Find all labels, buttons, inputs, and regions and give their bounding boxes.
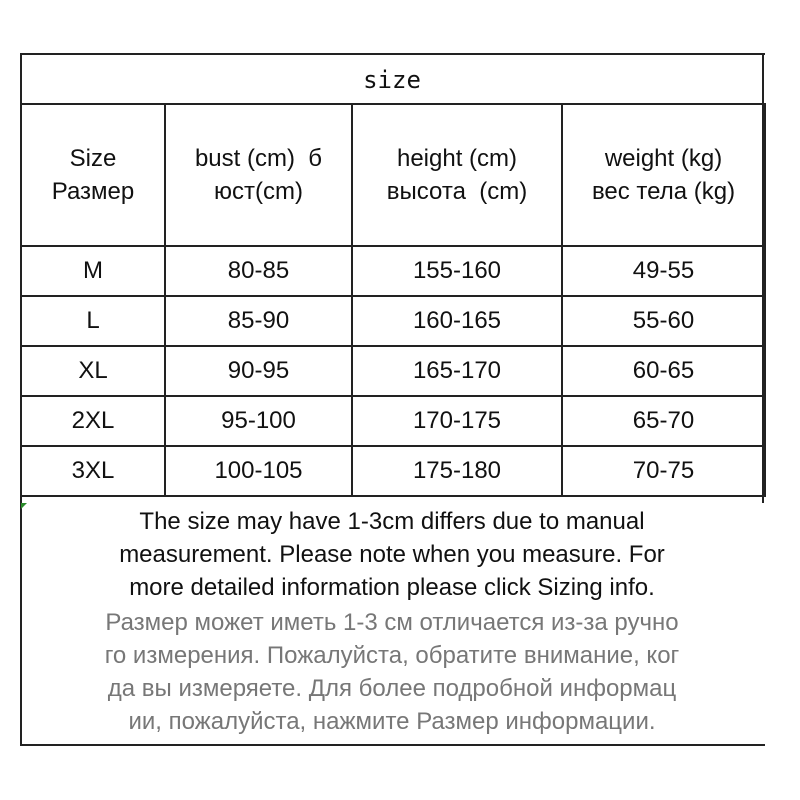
table-row: [21, 346, 765, 396]
header-weight-en: weight (kg): [604, 145, 723, 172]
cell-size: XL: [21, 346, 165, 396]
cell-bust: 80-85: [165, 246, 352, 296]
cell-weight: 65-70: [562, 396, 765, 446]
table-row: [21, 296, 765, 346]
header-height-en: height (cm): [396, 145, 518, 172]
cell-bust: 100-105: [165, 446, 352, 496]
table-row: [21, 446, 765, 496]
cell-size: M: [21, 246, 165, 296]
header-height: [352, 104, 562, 246]
table-row: [21, 246, 765, 296]
cell-bust: 85-90: [165, 296, 352, 346]
cell-size: 2XL: [21, 396, 165, 446]
cell-height: 170-175: [352, 396, 562, 446]
cell-bust: 95-100: [165, 396, 352, 446]
size-chart-table: [20, 103, 766, 497]
cell-bust: 90-95: [165, 346, 352, 396]
cell-weight: 55-60: [562, 296, 765, 346]
cell-weight: 60-65: [562, 346, 765, 396]
cell-height: 155-160: [352, 246, 562, 296]
cell-size: 3XL: [21, 446, 165, 496]
header-weight-ru: вес тела (kg): [591, 178, 736, 205]
cell-weight: 70-75: [562, 446, 765, 496]
header-bust-line1: bust (cm) б: [194, 145, 323, 172]
size-chart-title: size: [363, 65, 421, 94]
table-border-bottom: [20, 744, 765, 746]
note-ru-line: Размер может иметь 1-3 см отличается из-за ручно: [105, 609, 679, 636]
header-size-ru: Размер: [51, 178, 135, 205]
note-ru-line: да вы измеряете. Для более подробной информац: [107, 675, 677, 702]
note-ru-line: ии, пожалуйста, нажмите Размер информации.: [128, 708, 656, 735]
cell-height: 165-170: [352, 346, 562, 396]
header-size: [21, 104, 165, 246]
cell-height: 175-180: [352, 446, 562, 496]
measurement-note-russian: [22, 606, 762, 738]
table-row: [21, 396, 765, 446]
cell-weight: 49-55: [562, 246, 765, 296]
header-weight: [562, 104, 765, 246]
measurement-note-english: [22, 505, 762, 604]
cell-size: L: [21, 296, 165, 346]
header-row: [21, 104, 765, 246]
header-bust-line2: юст(cm): [214, 178, 303, 205]
note-en-line: measurement. Please note when you measure. For: [119, 541, 665, 568]
note-en-line: more detailed information please click Sizing info.: [129, 574, 655, 601]
note-en-line: The size may have 1-3cm differs due to manual: [139, 508, 645, 535]
header-bust: [165, 104, 352, 246]
header-size-en: Size: [69, 145, 117, 172]
header-height-ru: высота (cm): [386, 178, 528, 205]
note-ru-line: го измерения. Пожалуйста, обратите внимание, ког: [104, 642, 680, 669]
cell-height: 160-165: [352, 296, 562, 346]
